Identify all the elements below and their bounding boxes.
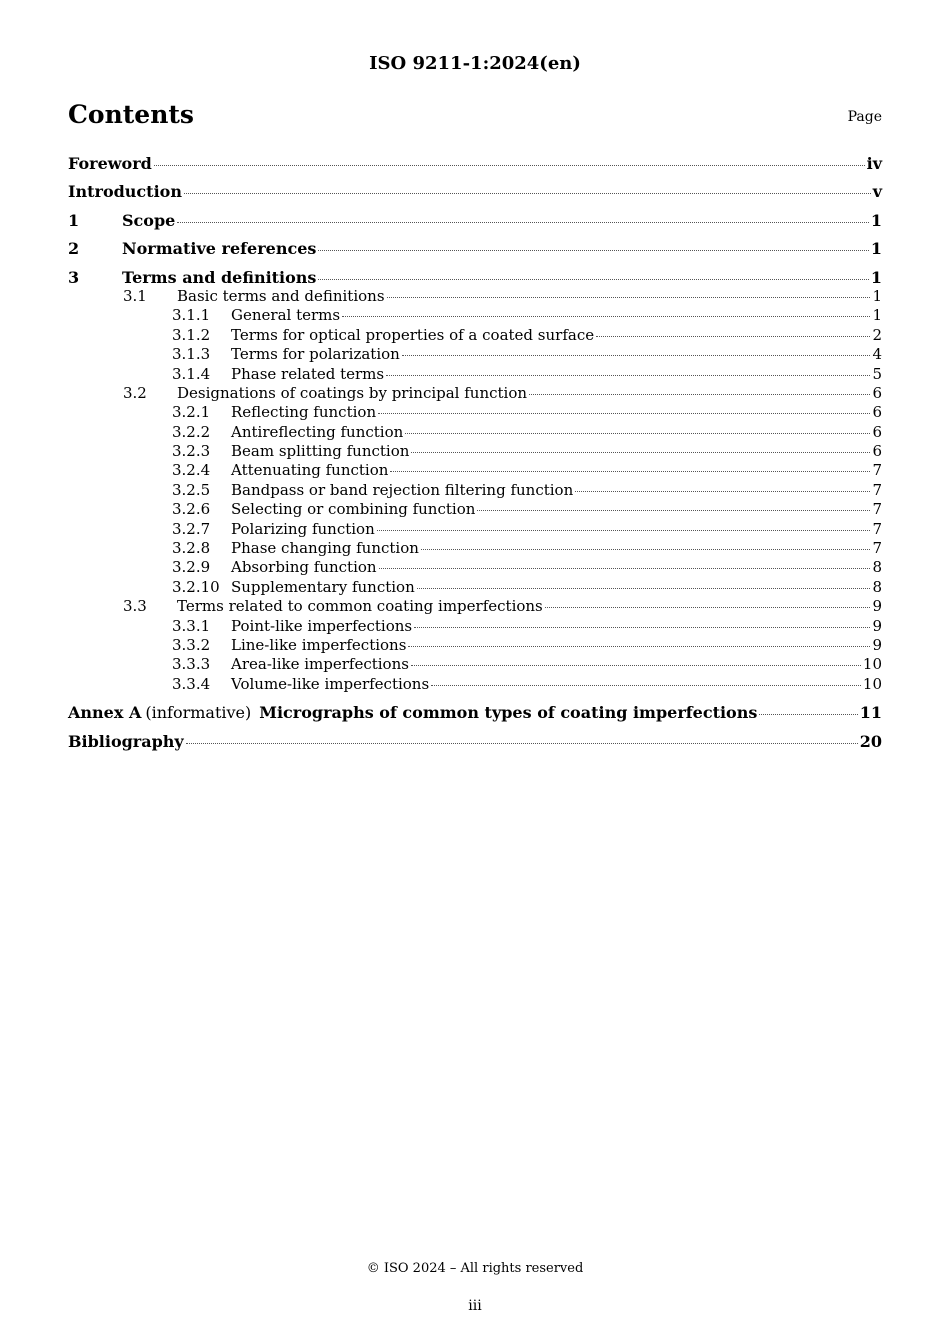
toc-title: Phase related terms xyxy=(231,364,385,383)
toc-number: 3.1.2 xyxy=(172,325,211,344)
toc-number: 3.2.2 xyxy=(172,422,211,441)
dot-leader xyxy=(431,684,861,686)
toc-page: 1 xyxy=(870,267,882,287)
toc-entry-introduction[interactable] xyxy=(68,182,882,201)
dot-leader xyxy=(378,412,870,414)
toc-entry-3-1-4[interactable] xyxy=(68,365,882,384)
toc-entry-3-2-4[interactable] xyxy=(68,461,882,480)
dot-leader xyxy=(529,393,870,395)
toc-title: Line-like imperfections xyxy=(231,635,407,654)
toc-number: 1 xyxy=(68,210,80,230)
toc-entry-3-2-10[interactable] xyxy=(68,578,882,597)
toc-entry-3-3-2[interactable] xyxy=(68,636,882,655)
toc-title: Terms for optical properties of a coated surface xyxy=(231,325,595,344)
toc-title: Scope xyxy=(122,210,176,230)
toc-page: 6 xyxy=(872,383,882,402)
toc-title: General terms xyxy=(231,306,341,325)
toc-page: 7 xyxy=(872,539,882,558)
dot-leader xyxy=(417,587,871,589)
toc-page: 2 xyxy=(872,325,882,344)
toc-page: iv xyxy=(866,154,882,173)
toc-entry-3-2-2[interactable] xyxy=(68,423,882,442)
toc-title: Normative references xyxy=(122,239,317,259)
page-number: iii xyxy=(468,1298,482,1314)
dot-leader xyxy=(387,296,871,298)
toc-number: 3.2.8 xyxy=(172,539,211,558)
toc-title: Terms related to common coating imperfections xyxy=(177,597,543,616)
annex-informative-tag: (informative) xyxy=(145,703,252,723)
toc-page: 8 xyxy=(872,577,882,596)
toc-entry-3-2-1[interactable] xyxy=(68,403,882,422)
toc-page: v xyxy=(872,182,882,202)
toc-page: 1 xyxy=(872,286,882,305)
toc-entry-3-1-3[interactable] xyxy=(68,345,882,364)
dot-leader xyxy=(342,315,870,317)
toc-number: 2 xyxy=(68,239,80,259)
toc-title: Area-like imperfections xyxy=(231,655,409,674)
toc-page: 4 xyxy=(872,345,882,364)
toc-number: 3.2.5 xyxy=(172,480,211,499)
toc-entry-3-2[interactable] xyxy=(68,384,882,403)
dot-leader xyxy=(545,606,871,608)
toc-number: 3.3.3 xyxy=(172,655,211,674)
toc-entry-normative-references[interactable] xyxy=(68,239,882,258)
toc-title: Supplementary function xyxy=(231,577,415,596)
dot-leader xyxy=(186,742,858,744)
toc-page: 20 xyxy=(859,731,882,751)
dot-leader xyxy=(177,221,869,223)
toc-page: 5 xyxy=(872,364,882,383)
toc-page: 1 xyxy=(870,239,882,259)
toc-number: 3.2.10 xyxy=(172,577,220,596)
toc-entry-3-3-4[interactable] xyxy=(68,675,882,694)
toc-entry-3-3-1[interactable] xyxy=(68,617,882,636)
dot-leader xyxy=(411,451,870,453)
toc-page: 9 xyxy=(872,635,882,654)
dot-leader xyxy=(318,278,868,280)
dot-leader xyxy=(575,490,870,492)
toc-title: Polarizing function xyxy=(231,519,375,538)
page-column-label: Page xyxy=(847,109,882,125)
toc-entry-3-2-7[interactable] xyxy=(68,520,882,539)
toc-entry-bibliography[interactable] xyxy=(68,732,882,751)
toc-number: 3.2.3 xyxy=(172,442,211,461)
copyright-footer: © ISO 2024 – All rights reserved xyxy=(366,1261,584,1276)
dot-leader xyxy=(405,432,870,434)
toc-page: 7 xyxy=(872,461,882,480)
dot-leader xyxy=(154,164,865,166)
toc-title: Foreword xyxy=(68,154,152,173)
toc-title: Attenuating function xyxy=(231,461,389,480)
toc-number: 3.3.2 xyxy=(172,635,211,654)
toc-number: 3.3.1 xyxy=(172,616,211,635)
toc-entry-3-3-3[interactable] xyxy=(68,655,882,674)
toc-page: 10 xyxy=(862,655,882,674)
toc-number: 3.2.7 xyxy=(172,519,211,538)
toc-number: 3.2 xyxy=(123,383,147,402)
table-of-contents xyxy=(68,154,882,751)
toc-entry-3-1[interactable] xyxy=(68,287,882,306)
toc-entry-foreword[interactable] xyxy=(68,154,882,173)
toc-page: 7 xyxy=(872,480,882,499)
toc-title: Introduction xyxy=(68,182,182,202)
toc-number: 3.2.1 xyxy=(172,403,211,422)
toc-title: Beam splitting function xyxy=(231,442,410,461)
toc-number: 3.2.9 xyxy=(172,558,211,577)
toc-number: 3.1 xyxy=(123,286,147,305)
dot-leader xyxy=(759,713,857,715)
dot-leader xyxy=(408,645,870,647)
toc-title: Absorbing function xyxy=(231,558,377,577)
toc-page: 6 xyxy=(872,442,882,461)
toc-entry-3-2-9[interactable] xyxy=(68,558,882,577)
toc-title: Selecting or combining function xyxy=(231,500,476,519)
toc-page: 10 xyxy=(862,674,882,693)
toc-title: Micrographs of common types of coating imperfections xyxy=(259,703,758,723)
toc-page: 7 xyxy=(872,500,882,519)
dot-leader xyxy=(318,249,868,251)
toc-page: 9 xyxy=(872,616,882,635)
toc-number: 3 xyxy=(68,267,80,287)
toc-entry-3-2-5[interactable] xyxy=(68,481,882,500)
toc-title: Phase changing function xyxy=(231,539,419,558)
toc-title: Bandpass or band rejection filtering function xyxy=(231,480,574,499)
toc-page: 1 xyxy=(872,306,882,325)
toc-title: Terms for polarization xyxy=(231,345,400,364)
toc-number: 3.2.4 xyxy=(172,461,211,480)
toc-entry-3-2-3[interactable] xyxy=(68,442,882,461)
toc-number: 3.3 xyxy=(123,597,147,616)
dot-leader xyxy=(402,354,871,356)
toc-entry-terms-and-definitions[interactable] xyxy=(68,268,882,287)
toc-number: 3.3.4 xyxy=(172,674,211,693)
toc-entry-3-2-6[interactable] xyxy=(68,500,882,519)
toc-entry-scope[interactable] xyxy=(68,211,882,230)
dot-leader xyxy=(390,470,870,472)
toc-title: Volume-like imperfections xyxy=(231,674,430,693)
toc-page: 11 xyxy=(859,703,882,723)
dot-leader xyxy=(596,335,870,337)
dot-leader xyxy=(386,374,870,376)
toc-page: 8 xyxy=(872,558,882,577)
toc-title: Reflecting function xyxy=(231,403,377,422)
toc-number: 3.1.3 xyxy=(172,345,211,364)
toc-title: Terms and definitions xyxy=(122,267,317,287)
toc-title: Designations of coatings by principal function xyxy=(177,383,528,402)
toc-entry-3-1-1[interactable] xyxy=(68,306,882,325)
toc-page: 6 xyxy=(872,403,882,422)
dot-leader xyxy=(414,626,870,628)
toc-entry-3-2-8[interactable] xyxy=(68,539,882,558)
contents-title: Contents xyxy=(68,100,195,129)
toc-title: Basic terms and definitions xyxy=(177,286,385,305)
toc-number: 3.2.6 xyxy=(172,500,211,519)
toc-page: 7 xyxy=(872,519,882,538)
toc-page: 1 xyxy=(870,210,882,230)
toc-title: Antireflecting function xyxy=(231,422,404,441)
toc-title: Point-like imperfections xyxy=(231,616,413,635)
toc-page: 6 xyxy=(872,422,882,441)
toc-entry-3-3[interactable] xyxy=(68,597,882,616)
toc-page: 9 xyxy=(872,597,882,616)
annex-label: Annex A xyxy=(68,703,142,723)
dot-leader xyxy=(184,192,871,194)
toc-entry-3-1-2[interactable] xyxy=(68,326,882,345)
toc-entry-annex-a[interactable] xyxy=(68,703,882,722)
document-id-header: ISO 9211-1:2024(en) xyxy=(369,53,581,74)
dot-leader xyxy=(377,529,871,531)
dot-leader xyxy=(411,664,861,666)
toc-title: Bibliography xyxy=(68,731,184,751)
dot-leader xyxy=(379,567,871,569)
dot-leader xyxy=(421,548,871,550)
toc-number: 3.1.1 xyxy=(172,306,211,325)
dot-leader xyxy=(477,509,870,511)
toc-number: 3.1.4 xyxy=(172,364,211,383)
